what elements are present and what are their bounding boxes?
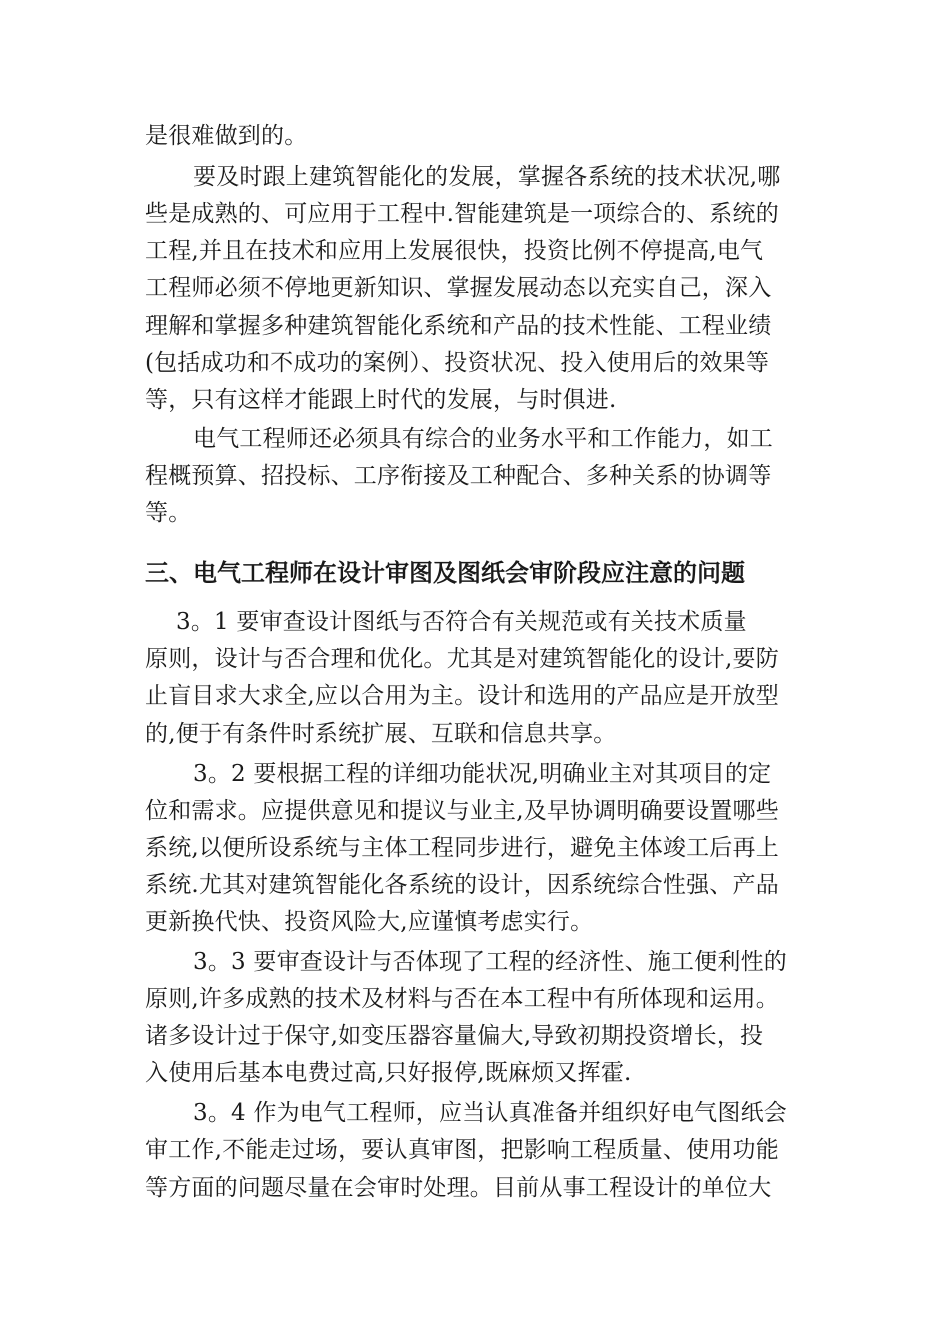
text-line: 等，只有这样才能跟上时代的发展，与时俱进.: [145, 387, 617, 413]
text-line: 是很难做到的。: [145, 123, 308, 149]
text-line: (包括成功和不成功的案例）、投资状况、投入使用后的效果等: [145, 350, 770, 376]
text-line: 工程师必须不停地更新知识、掌握发展动态以充实自己，深入: [145, 275, 772, 301]
text-line: 等方面的问题尽量在会审时处理。目前从事工程设计的单位大: [145, 1175, 772, 1201]
text-line: 要及时跟上建筑智能化的发展，掌握各系统的技术状况,哪: [193, 164, 781, 190]
section-heading: 三、电气工程师在设计审图及图纸会审阶段应注意的问题: [145, 559, 745, 587]
text-line: 系统,以便所设系统与主体工程同步进行，避免主体竣工后再上: [145, 835, 779, 861]
text-line: 程概预算、招投标、工序衔接及工种配合、多种关系的协调等: [145, 463, 772, 489]
text-line: 工程,并且在技术和应用上发展很快，投资比例不停提高,电气: [145, 238, 764, 264]
text-line: 3。3 要审查设计与否体现了工程的经济性、施工便利性的: [193, 949, 787, 975]
text-line: 入使用后基本电费过高,只好报停,既麻烦又挥霍.: [145, 1060, 632, 1086]
text-line: 电气工程师还必须具有综合的业务水平和工作能力，如工: [193, 426, 773, 452]
text-line: 3。1 要审查设计图纸与否符合有关规范或有关技术质量: [176, 609, 747, 635]
text-line: 审工作,不能走过场，要认真审图，把影响工程质量、使用功能: [145, 1137, 779, 1163]
text-line: 3。4 作为电气工程师，应当认真准备并组织好电气图纸会: [193, 1100, 787, 1126]
text-line: 诸多设计过于保守,如变压器容量偏大,导致初期投资增长，投: [145, 1023, 764, 1049]
text-line: 原则，设计与否合理和优化。尤其是对建筑智能化的设计,要防: [145, 646, 779, 672]
text-line: 等。: [145, 500, 192, 526]
text-line: 些是成熟的、可应用于工程中.智能建筑是一项综合的、系统的: [145, 201, 779, 227]
text-line: 3。2 要根据工程的详细功能状况,明确业主对其项目的定: [193, 761, 772, 787]
text-line: 系统.尤其对建筑智能化各系统的设计，因系统综合性强、产品: [145, 872, 779, 898]
text-line: 原则,许多成熟的技术及材料与否在本工程中有所体现和运用。: [145, 986, 779, 1012]
text-line: 止盲目求大求全,应以合用为主。设计和选用的产品应是开放型: [145, 683, 779, 709]
text-line: 的,便于有条件时系统扩展、互联和信息共享。: [145, 721, 617, 747]
text-line: 更新换代快、投资风险大,应谨慎考虑实行。: [145, 909, 594, 935]
text-line: 位和需求。应提供意见和提议与业主,及早协调明确要设置哪些: [145, 798, 779, 824]
text-line: 理解和掌握多种建筑智能化系统和产品的技术性能、工程业绩: [145, 313, 772, 339]
